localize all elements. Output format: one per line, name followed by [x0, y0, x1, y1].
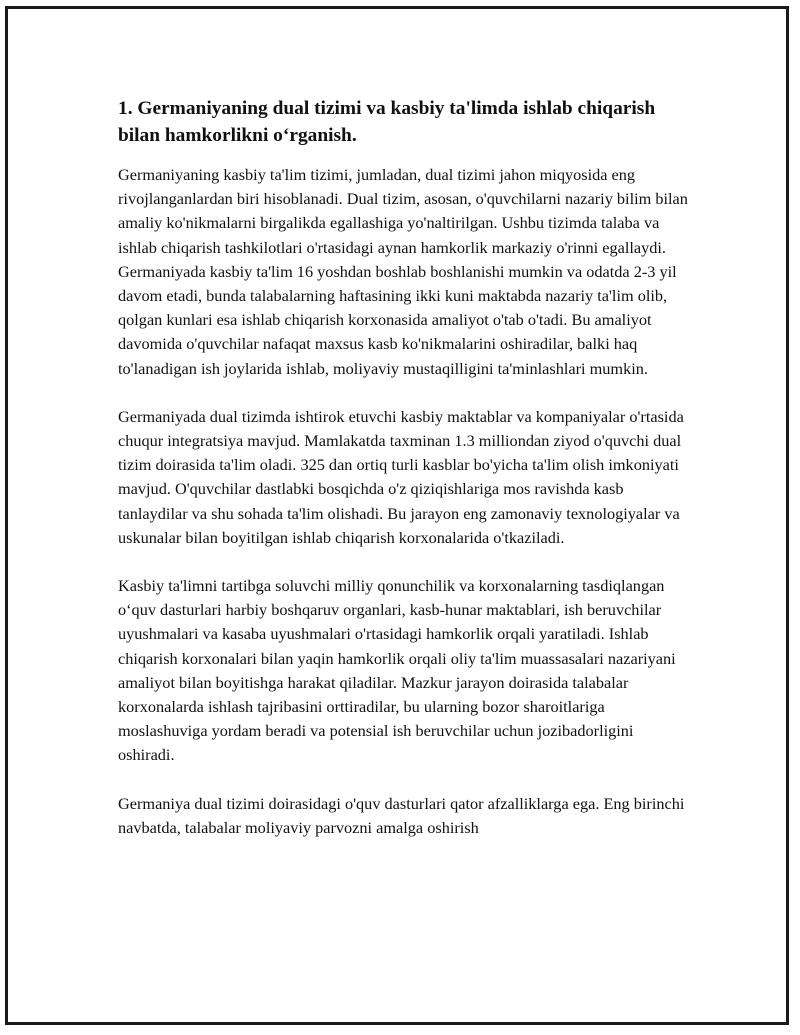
section-heading: 1. Germaniyaning dual tizimi va kasbiy ta'limda ishlab chiqarish bilan hamkorlikni o‘rganish. — [118, 98, 656, 146]
document-body — [118, 95, 688, 864]
paragraph-4: Germaniya dual tizimi doirasidagi o'quv dasturlari qator afzalliklarga ega. Eng birinchi navbatda, talabalar moliyaviy parvozni amalga oshirish — [118, 793, 685, 837]
paragraph-3: Kasbiy ta'limni tartibga soluvchi milliy qonunchilik va korxonalarning tasdiqlangan o‘quv dasturlari harbiy boshqaruv organlari, kasb-hunar maktablari, ish beruvchilar uyushmalari va kasaba uyushmalari o'rtasidagi hamkorlik orqali yaratiladi. Ishlab chiqarish korxonalari bilan yaqin hamkorlik orqali oliy ta'lim muassasalari nazariyani amaliyot bilan boyitishga harakat qiladilar. Mazkur jarayon doirasida talabalar korxonalarda ishlash tajribasini orttiradilar, bu ularning bozor sharoitlariga moslashuviga yordam beradi va potensial ish beruvchilar uchun jozibadorligini oshiradi. — [118, 576, 676, 765]
paragraph-1: Germaniyaning kasbiy ta'lim tizimi, jumladan, dual tizimi jahon miqyosida eng rivojlanganlardan biri hisoblanadi. Dual tizim, asosan, o'quvchilarni nazariy bilim bilan amaliy ko'nikmalarni birgalikda egallashiga yo'naltirilgan. Ushbu tizimda talaba va ishlab chiqarish tashkilotlari o'rtasidagi aynan hamkorlik markaziy o'rinni egallaydi. Germaniyada kasbiy ta'lim 16 yoshdan boshlab boshlanishi mumkin va odatda 2-3 yil davom etadi, bunda talabalarning haftasining ikki kuni maktabda nazariy ta'lim olib, qolgan kunlari esa ishlab chiqarish korxonasida amaliyot o'tab o'tadi. Bu amaliyot davomida o'quvchilar nafaqat maxsus kasb ko'nikmalarini oshiradilar, balki haq to'lanadigan ish joylarida ishlab, moliyaviy mustaqilligini ta'minlashlari mumkin. — [118, 165, 688, 378]
paragraph-2: Germaniyada dual tizimda ishtirok etuvchi kasbiy maktablar va kompaniyalar o'rtasida chuqur integratsiya mavjud. Mamlakatda taxminan 1.3 milliondan ziyod o'quvchi dual tizim doirasida ta'lim oladi. 325 dan ortiq turli kasblar bo'yicha ta'lim olish imkoniyati mavjud. O'quvchilar dastlabki bosqichda o'z qiziqishlariga mos ravishda kasb tanlaydilar va shu sohada ta'lim olishadi. Bu jarayon eng zamonaviy texnologiyalar va uskunalar bilan boyitilgan ishlab chiqarish korxonalarida o'tkaziladi. — [118, 406, 684, 547]
